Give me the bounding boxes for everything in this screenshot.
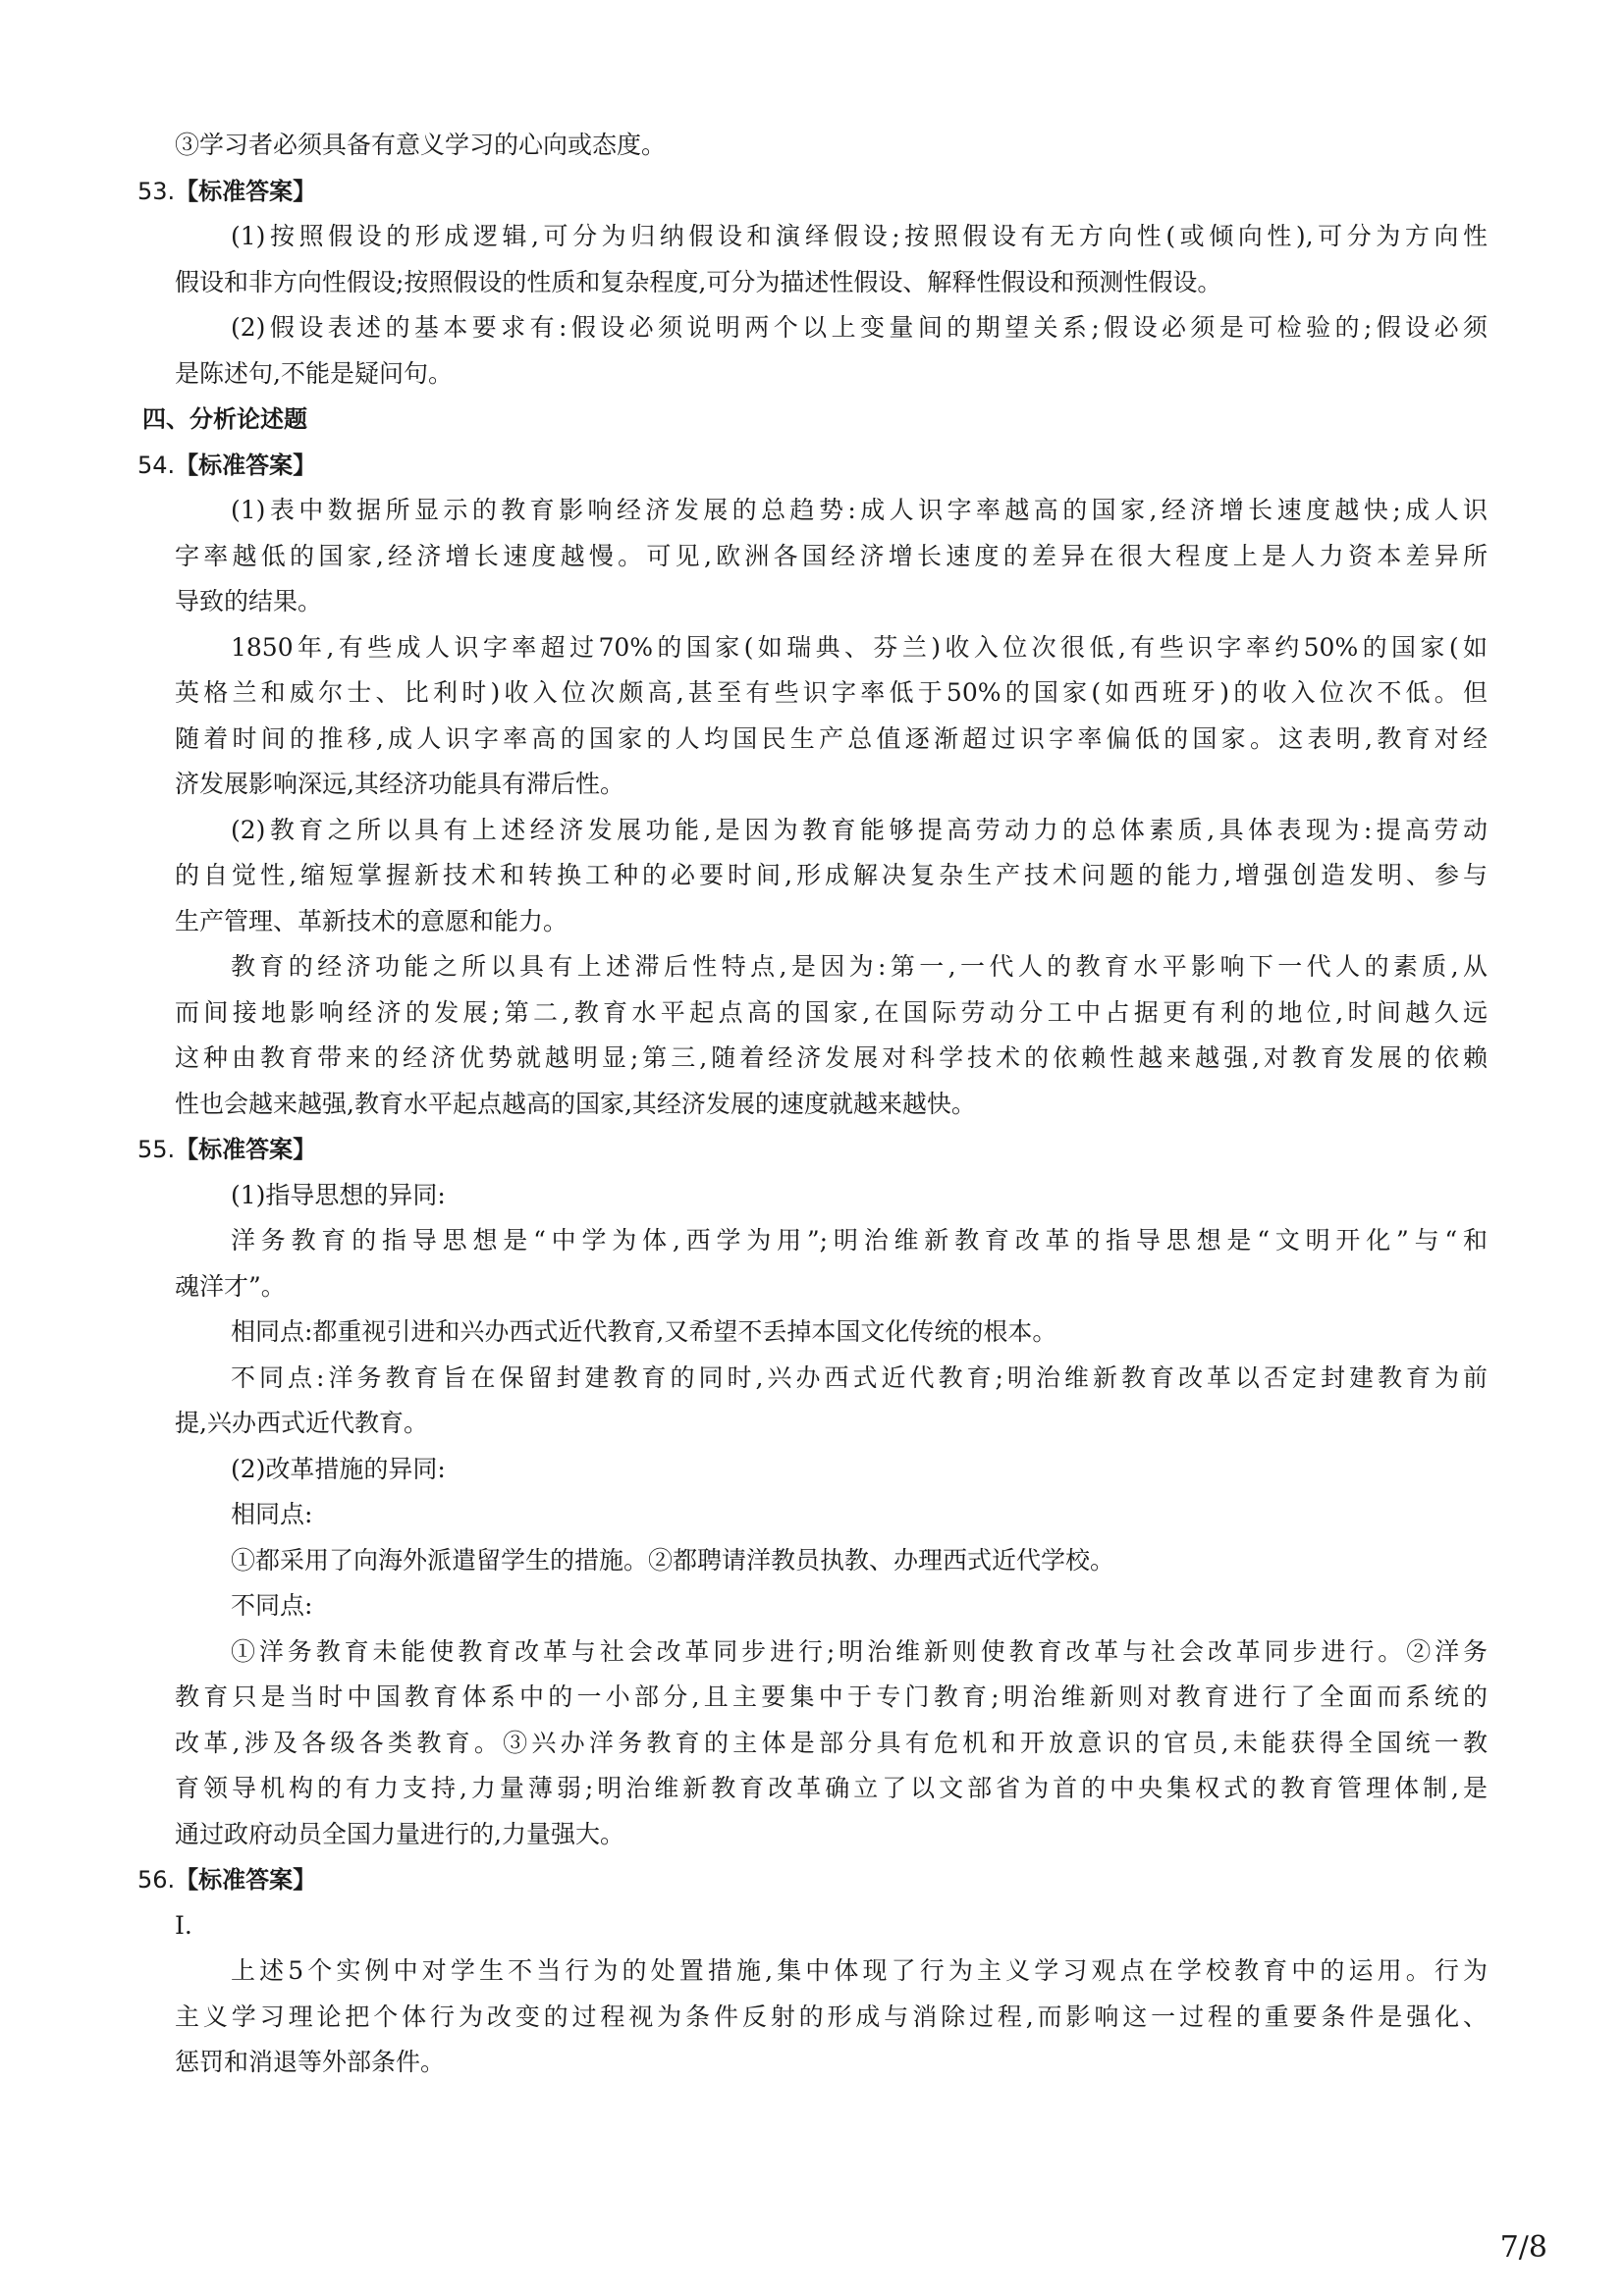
answer-label: 【标准答案】 <box>175 1866 317 1894</box>
text-line: 导致的结果。 <box>175 587 323 615</box>
text-line: 随着时间的推移,成人识字率高的国家的人均国民生产总值逐渐超过识字率偏低的国家。这表明,教育对经 <box>175 723 1488 753</box>
text-line: ①都采用了向海外派遣留学生的措施。②都聘请洋教员执教、办理西式近代学校。 <box>231 1545 1115 1575</box>
section-heading <box>142 397 1488 443</box>
text-line: 而间接地影响经济的发展;第二,教育水平起点高的国家,在国际劳动分工中占据更有利的地位,时间越久远 <box>175 997 1488 1027</box>
text-line: 改革,涉及各级各类教育。③兴办洋务教育的主体是部分具有危机和开放意识的官员,未能获得全国统一教 <box>175 1728 1488 1757</box>
text-line: 提,兴办西式近代教育。 <box>175 1409 428 1437</box>
text-line: 惩罚和消退等外部条件。 <box>175 2048 446 2076</box>
text-line: 这种由教育带来的经济优势就越明显;第三,随着经济发展对科学技术的依赖性越来越强,对教育发展的依赖 <box>175 1043 1488 1072</box>
question-answer-heading <box>137 1857 1488 1903</box>
text-line: 1850年,有些成人识字率超过70%的国家(如瑞典、芬兰)收入位次很低,有些识字率约50%的国家(如 <box>231 632 1488 662</box>
question-number: 55. <box>137 1136 176 1163</box>
text-line: 是陈述句,不能是疑问句。 <box>175 358 453 388</box>
text-line: 英格兰和威尔士、比利时)收入位次颇高,甚至有些识字率低于50%的国家(如西班牙)的收入位次不低。但 <box>175 678 1488 707</box>
question-number: 54. <box>137 451 176 479</box>
text-line: 不同点:洋务教育旨在保留封建教育的同时,兴办西式近代教育;明治维新教育改革以否定封建教育为前 <box>231 1362 1488 1392</box>
question-answer-heading <box>137 169 1488 215</box>
question-number: 56. <box>137 1866 176 1894</box>
text-line: 主义学习理论把个体行为改变的过程视为条件反射的形成与消除过程,而影响这一过程的重要条件是强化、 <box>175 2002 1488 2031</box>
text-line: 教育只是当时中国教育体系中的一小部分,且主要集中于专门教育;明治维新则对教育进行了全面而系统的 <box>175 1682 1488 1711</box>
text-line: (2)假设表述的基本要求有:假设必须说明两个以上变量间的期望关系;假设必须是可检验的;假设必须 <box>231 313 1488 342</box>
answer-label: 【标准答案】 <box>175 451 317 479</box>
text-line: 教育的经济功能之所以具有上述滞后性特点,是因为:第一,一代人的教育水平影响下一代人的素质,从 <box>231 952 1488 981</box>
text-line: 生产管理、革新技术的意愿和能力。 <box>175 906 568 935</box>
text-line: ①洋务教育未能使教育改革与社会改革同步进行;明治维新则使教育改革与社会改革同步进行。②洋务 <box>231 1636 1488 1666</box>
text-line: Ⅰ. <box>175 1910 192 1940</box>
text-line: 字率越低的国家,经济增长速度越慢。可见,欧洲各国经济增长速度的差异在很大程度上是人力资本差异所 <box>175 541 1488 570</box>
text-line: 相同点: <box>231 1500 313 1528</box>
section-heading-text: 四、分析论述题 <box>142 405 307 433</box>
text-line: ③学习者必须具备有意义学习的心向或态度。 <box>175 131 667 159</box>
text-line: 魂洋才”。 <box>175 1271 286 1301</box>
text-line: 洋务教育的指导思想是“中学为体,西学为用”;明治维新教育改革的指导思想是“文明开化”与“和 <box>231 1226 1488 1255</box>
answer-key-body <box>137 123 1488 2086</box>
text-line: 上述5个实例中对学生不当行为的处置措施,集中体现了行为主义学习观点在学校教育中的运用。行为 <box>231 1956 1488 1985</box>
text-line: 性也会越来越强,教育水平起点越高的国家,其经济发展的速度就越来越快。 <box>175 1089 976 1118</box>
text-line: 相同点:都重视引进和兴办西式近代教育,又希望不丢掉本国文化传统的根本。 <box>231 1317 1057 1346</box>
question-answer-heading <box>137 443 1488 489</box>
text-line: 不同点: <box>231 1591 313 1620</box>
answer-label: 【标准答案】 <box>175 1136 317 1163</box>
text-line: (1)指导思想的异同: <box>231 1180 446 1209</box>
text-line: (2)改革措施的异同: <box>231 1454 446 1483</box>
text-line: 的自觉性,缩短掌握新技术和转换工种的必要时间,形成解决复杂生产技术问题的能力,增强创造发明、参与 <box>175 861 1488 889</box>
text-line: (2)教育之所以具有上述经济发展功能,是因为教育能够提高劳动力的总体素质,具体表现为:提高劳动 <box>231 815 1488 844</box>
question-number: 53. <box>137 177 176 205</box>
question-answer-heading <box>137 1127 1488 1173</box>
text-line: (1)表中数据所显示的教育影响经济发展的总趋势:成人识字率越高的国家,经济增长速度越快;成人识 <box>231 496 1488 524</box>
answer-label: 【标准答案】 <box>175 177 317 205</box>
text-line: 通过政府动员全国力量进行的,力量强大。 <box>175 1819 624 1848</box>
text-line: 育领导机构的有力支持,力量薄弱;明治维新教育改革确立了以文部省为首的中央集权式的教育管理体制,是 <box>175 1774 1488 1802</box>
text-line: (1)按照假设的形成逻辑,可分为归纳假设和演绎假设;按照假设有无方向性(或倾向性),可分为方向性 <box>231 222 1488 250</box>
text-line: 济发展影响深远,其经济功能具有滞后性。 <box>175 770 624 798</box>
page-number: 7/8 <box>1499 2230 1547 2265</box>
text-line: 假设和非方向性假设;按照假设的性质和复杂程度,可分为描述性假设、解释性假设和预测性假设。 <box>175 267 1222 296</box>
